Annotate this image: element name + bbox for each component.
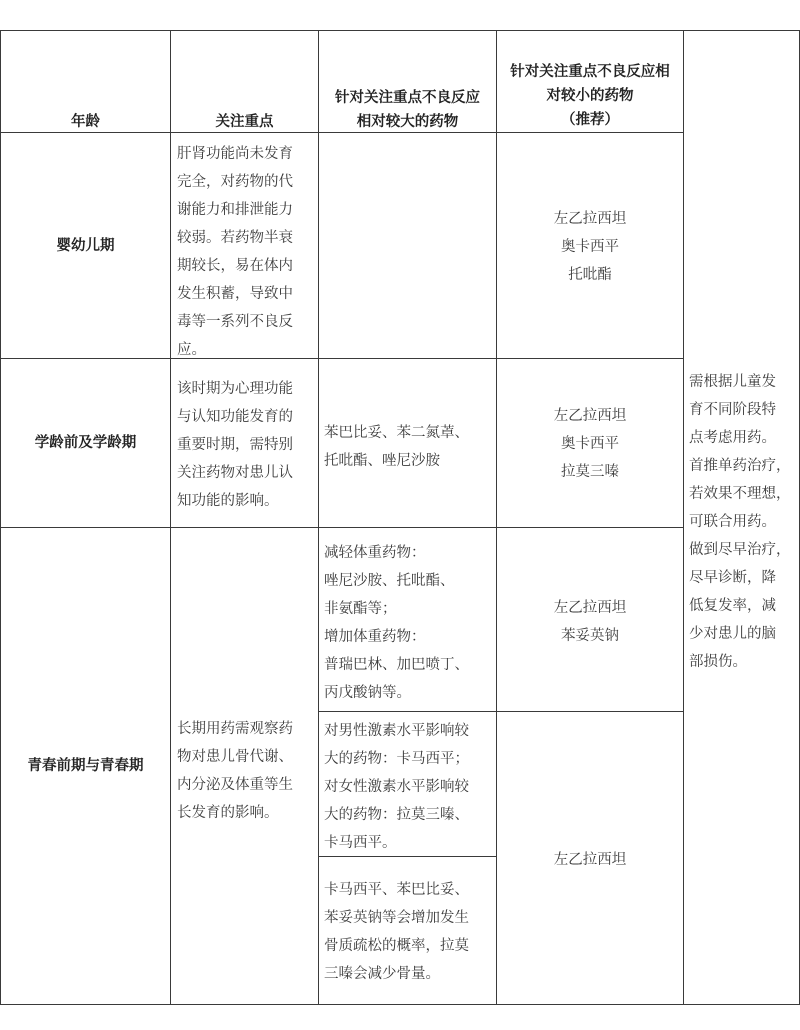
col-line-3 bbox=[318, 30, 319, 1005]
header-focus: 关注重点 bbox=[215, 114, 274, 130]
low-risk-infant: 左乙拉西坦 奥卡西平 托吡酯 bbox=[553, 211, 627, 283]
divider-weight-hormone bbox=[318, 711, 683, 712]
col-line-5 bbox=[683, 30, 684, 1005]
high-risk-adolescent-weight: 减轻体重药物： 唑尼沙胺、托吡酯、 非氨酯等； 增加体重药物： 普瑞巴林、加巴喷丁、 丙戊酸钠等。 bbox=[324, 545, 469, 701]
high-risk-preschool: 苯巴比妥、苯二氮䓬、 托吡酯、唑尼沙胺 bbox=[324, 425, 469, 469]
low-risk-adolescent-hormone-bone: 左乙拉西坦 bbox=[553, 852, 627, 868]
general-notes: 需根据儿童发 育不同阶段特 点考虑用药。 首推单药治疗， 若效果不理想， 可联合用药。 做到尽早治疗， 尽早诊断，降 低复发率，减 少对患儿的脑 部损伤。 bbox=[689, 374, 791, 670]
focus-preschool: 该时期为心理功能 与认知功能发育的 重要时期，需特别 关注药物对患儿认 知功能的影响。 bbox=[177, 381, 293, 509]
focus-adolescent: 长期用药需观察药 物对患儿骨代谢、 内分泌及体重等生 长发育的影响。 bbox=[177, 721, 293, 821]
high-risk-adolescent-bone: 卡马西平、苯巴比妥、 苯妥英钠等会增加发生 骨质疏松的概率，拉莫 三嗪会减少骨量。 bbox=[324, 882, 469, 982]
age-preschool: 学龄前及学龄期 bbox=[34, 435, 137, 451]
low-risk-preschool: 左乙拉西坦 奥卡西平 拉莫三嗪 bbox=[553, 408, 627, 480]
age-infant: 婴幼儿期 bbox=[56, 237, 115, 254]
age-adolescent: 青春前期与青春期 bbox=[27, 758, 144, 774]
table-border-bottom bbox=[0, 1004, 800, 1005]
header-age: 年龄 bbox=[71, 114, 100, 130]
header-low-risk-drugs: 针对关注重点不良反应相 对较小的药物 （推荐） bbox=[510, 64, 670, 128]
col-line-2 bbox=[170, 30, 171, 1005]
focus-infant: 肝肾功能尚未发育 完全，对药物的代 谢能力和排泄能力 较弱。若药物半衰 期较长，易在体内 发生积蓄，导致中 毒等一系列不良反 应。 bbox=[177, 146, 293, 358]
header-high-risk-drugs: 针对关注重点不良反应 相对较大的药物 bbox=[335, 90, 480, 130]
table-border-top bbox=[0, 30, 800, 31]
low-risk-adolescent-weight: 左乙拉西坦 苯妥英钠 bbox=[553, 600, 627, 644]
high-risk-adolescent-hormone: 对男性激素水平影响较 大的药物：卡马西平； 对女性激素水平影响较 大的药物：拉莫三嗪、 卡马西平。 bbox=[324, 723, 469, 851]
